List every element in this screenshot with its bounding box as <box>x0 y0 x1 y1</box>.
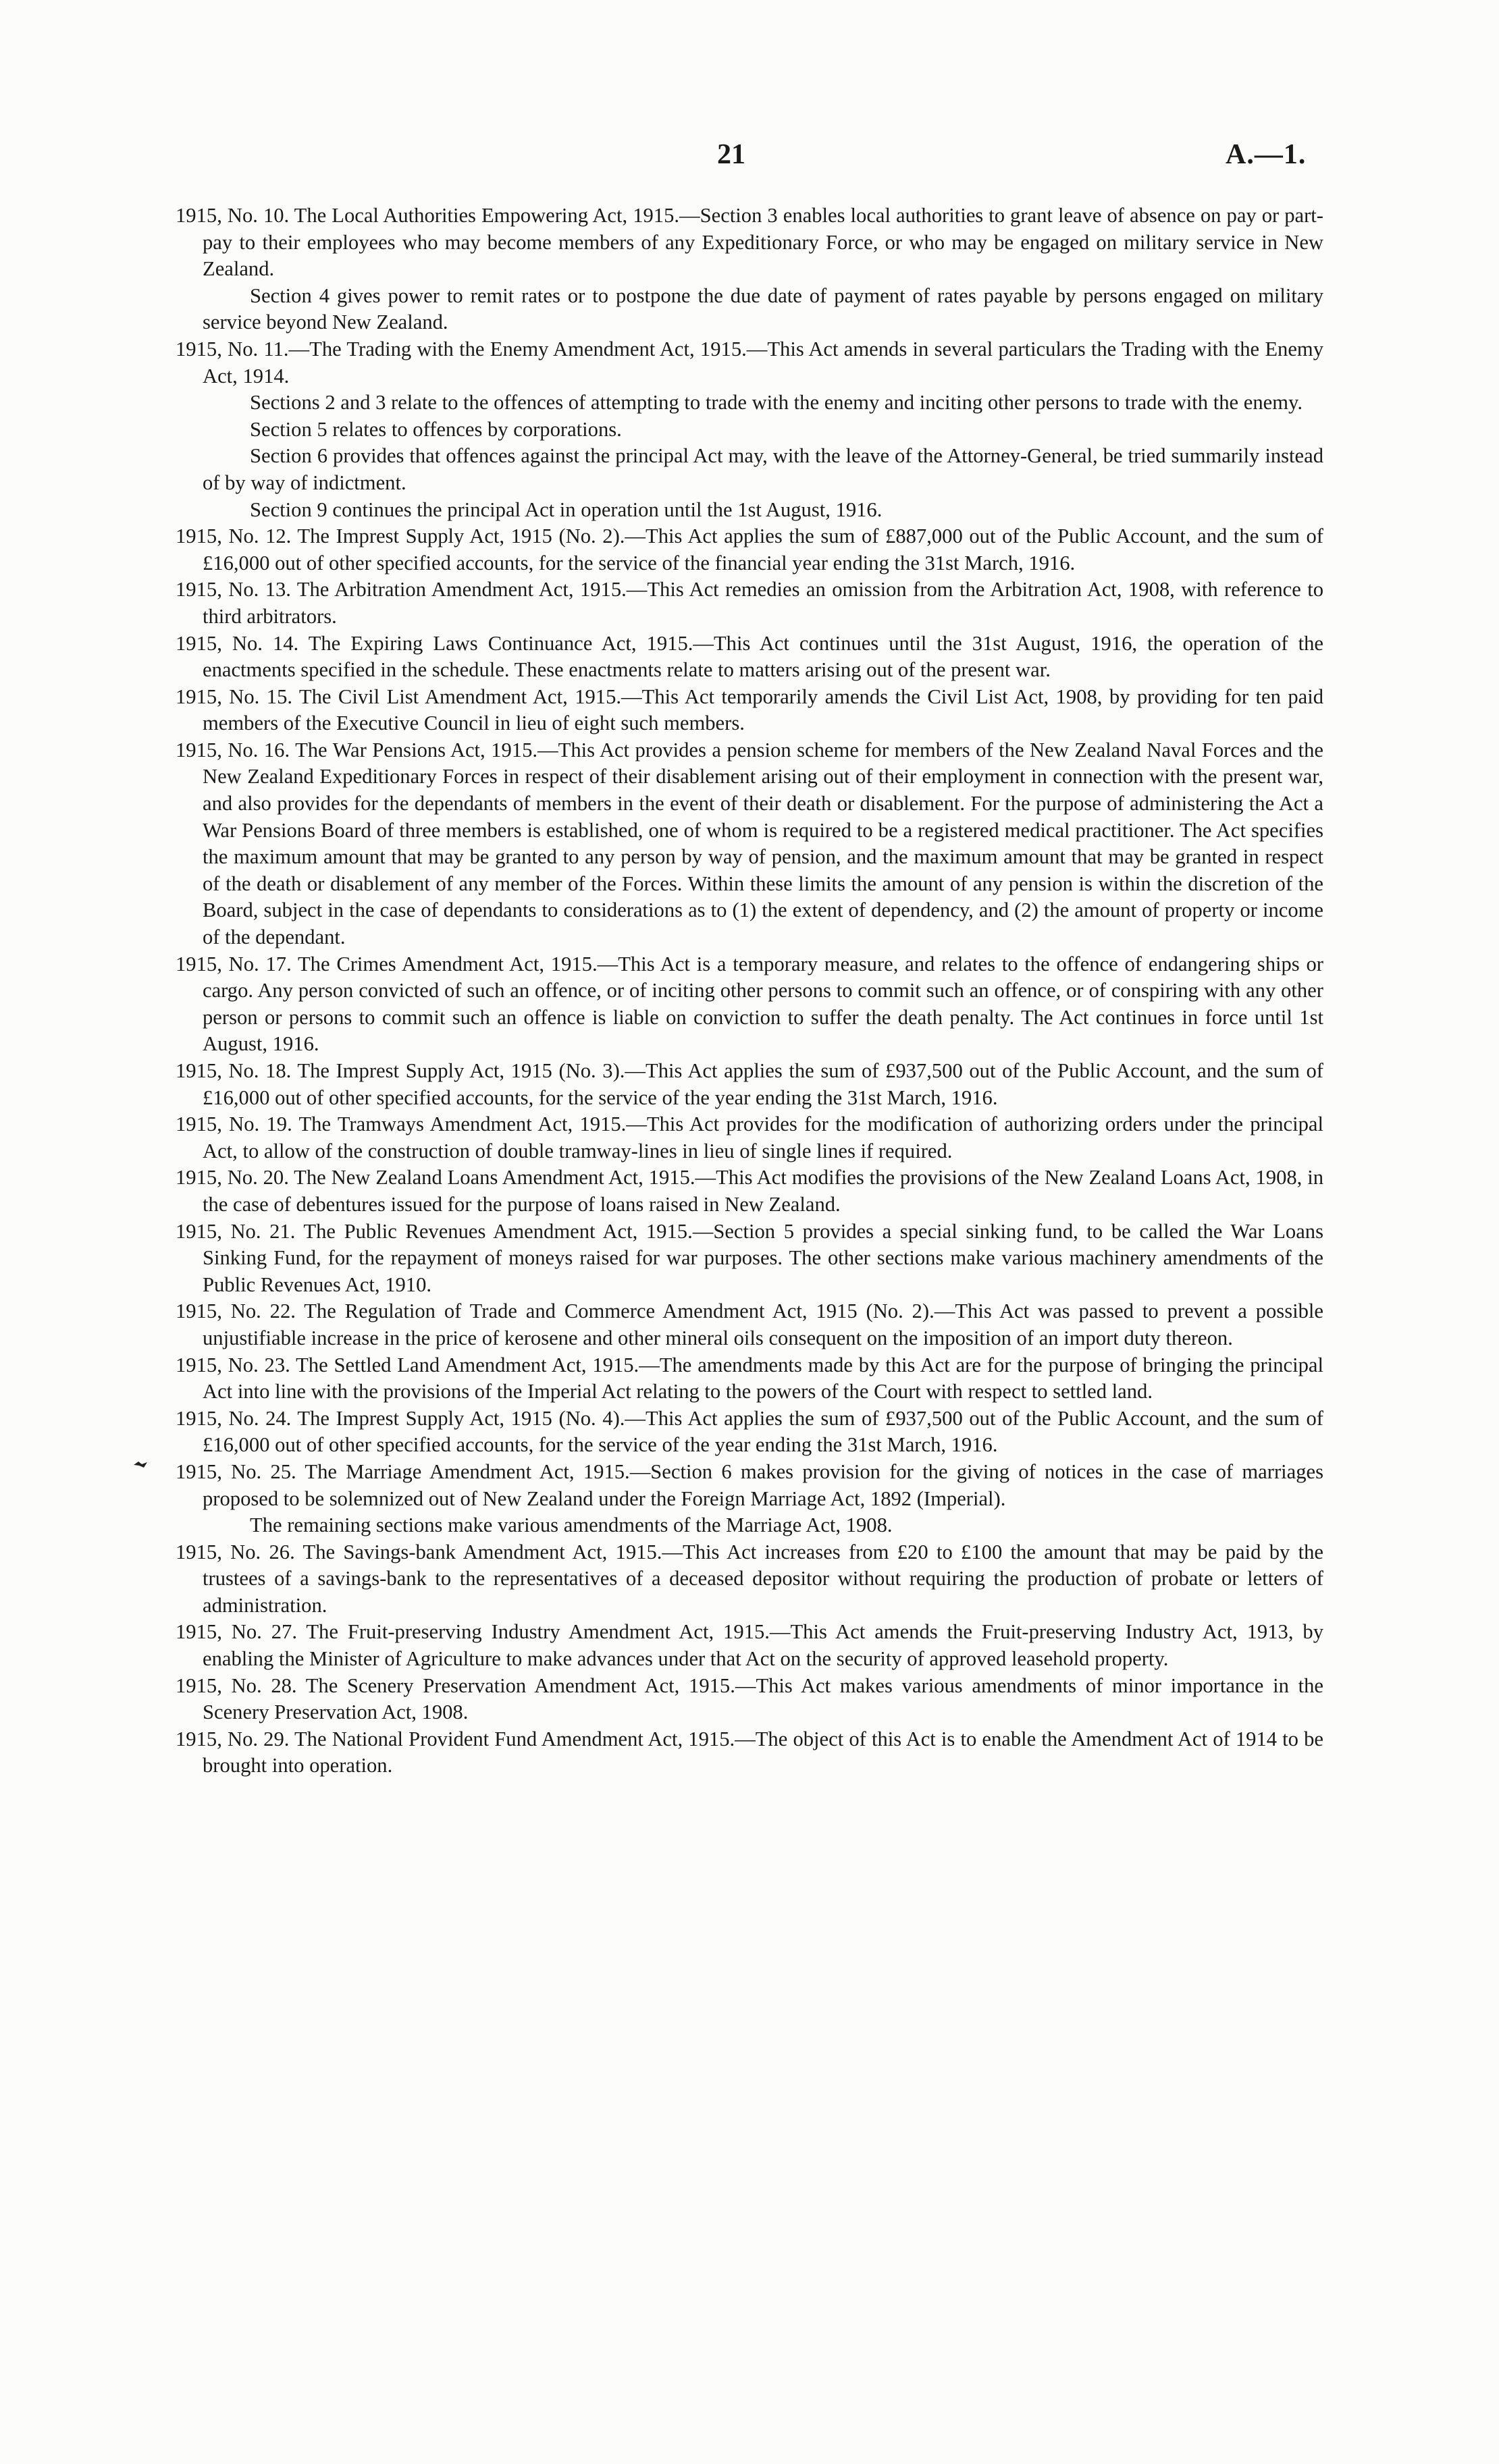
act-entry: 1915, No. 16. The War Pensions Act, 1915.—This Act provides a pension scheme for members of the New Zealand Naval Forces and the New Zealand Expeditionary Forces in respect of their disablement arising out of their employment in connection with the present war, and also provides for the dependants of members in the event of their death or disablement. For the purpose of administering the Act a War Pensions Board of three members is established, one of whom is required to be a registered medical practitioner. The Act specifies the maximum amount that may be granted to any person by way of pension, and the maximum amount that may be granted in respect of the death or disablement of any member of the Forces. Within these limits the amount of any pension is within the discretion of the Board, subject in the case of dependants to considerations as to (1) the extent of dependency, and (2) the amount of property or income of the dependant. <box>176 738 1323 949</box>
act-sub-paragraph: Section 4 gives power to remit rates or to postpone the due date of payment of rates payable by persons engaged on military service beyond New Zealand. <box>203 284 1323 334</box>
act-entry: 1915, No. 17. The Crimes Amendment Act, 1915.—This Act is a temporary measure, and relates to the offence of endangering ships or cargo. Any person convicted of such an offence, or of inciting other persons to commit such an offence, or of conspiring with any other person or persons to commit such an offence is liable on conviction to suffer the death penalty. The Act continues in force until 1st August, 1916. <box>176 952 1323 1056</box>
ink-smudge-mark <box>133 1459 148 1469</box>
act-entry: 1915, No. 10. The Local Authorities Empowering Act, 1915.—Section 3 enables local authorities to grant leave of absence on pay or part-pay to their employees who may become members of any Expeditionary Force, or who may be engaged on military service in New Zealand. <box>176 204 1323 281</box>
document-reference: A.—1. <box>1226 139 1307 170</box>
act-entry: 1915, No. 18. The Imprest Supply Act, 1915 (No. 3).—This Act applies the sum of £937,500 out of the Public Account, and the sum of £16,000 out of other specified accounts, for the service of the year ending the 31st March, 1916. <box>176 1059 1323 1109</box>
act-entry: 1915, No. 14. The Expiring Laws Continuance Act, 1915.—This Act continues until the 31st August, 1916, the operation of the enactments specified in the schedule. These enactments relate to matters arising out of the present war. <box>176 631 1323 682</box>
act-entry: 1915, No. 20. The New Zealand Loans Amendment Act, 1915.—This Act modifies the provisions of the New Zealand Loans Act, 1908, in the case of debentures issued for the purpose of loans raised in New Zealand. <box>176 1166 1323 1216</box>
act-sub-paragraph: Sections 2 and 3 relate to the offences of attempting to trade with the enemy and inciting other persons to trade with the enemy. <box>250 391 1303 414</box>
act-sub-paragraph: Section 9 continues the principal Act in operation until the 1st August, 1916. <box>250 498 883 521</box>
act-entry: 1915, No. 25. The Marriage Amendment Act, 1915.—Section 6 makes provision for the giving of notices in the case of marriages proposed to be solemnized out of New Zealand under the Foreign Marriage Act, 1892 (Imperial). <box>176 1459 1323 1510</box>
act-entry: 1915, No. 13. The Arbitration Amendment Act, 1915.—This Act remedies an omission from the Arbitration Act, 1908, with reference to third arbitrators. <box>176 578 1323 628</box>
act-entry: 1915, No. 29. The National Provident Fund Amendment Act, 1915.—The object of this Act is to enable the Amendment Act of 1914 to be brought into operation. <box>176 1727 1323 1777</box>
act-sub-paragraph: The remaining sections make various amendments of the Marriage Act, 1908. <box>250 1514 893 1537</box>
act-entry: 1915, No. 11.—The Trading with the Enemy Amendment Act, 1915.—This Act amends in several particulars the Trading with the Enemy Act, 1914. <box>176 337 1323 387</box>
act-sub-paragraph: Section 6 provides that offences against the principal Act may, with the leave of the Attorney-General, be tried summarily instead of by way of indictment. <box>203 444 1323 494</box>
act-entry: 1915, No. 22. The Regulation of Trade and Commerce Amendment Act, 1915 (No. 2).—This Act was passed to prevent a possible unjustifiable increase in the price of kerosene and other mineral oils consequent on the imposition of an import duty thereon. <box>176 1300 1323 1349</box>
act-entry: 1915, No. 12. The Imprest Supply Act, 1915 (No. 2).—This Act applies the sum of £887,000 out of the Public Account, and the sum of £16,000 out of other specified accounts, for the service of the financial year ending the 31st March, 1916. <box>176 525 1323 574</box>
page-number: 21 <box>717 139 745 170</box>
act-entry: 1915, No. 21. The Public Revenues Amendment Act, 1915.—Section 5 provides a special sinking fund, to be called the War Loans Sinking Fund, for the repayment of moneys raised for war purposes. The other sections make various machinery amendments of the Public Revenues Act, 1910. <box>176 1219 1323 1296</box>
act-entry: 1915, No. 19. The Tramways Amendment Act, 1915.—This Act provides for the modification of authorizing orders under the principal Act, to allow of the construction of double tramway-lines in lieu of single lines if required. <box>176 1113 1323 1162</box>
act-entry: 1915, No. 27. The Fruit-preserving Industry Amendment Act, 1915.—This Act amends the Fruit-preserving Industry Act, 1913, by enabling the Minister of Agriculture to make advances under that Act on the security of approved leasehold property. <box>176 1620 1323 1671</box>
act-entry: 1915, No. 24. The Imprest Supply Act, 1915 (No. 4).—This Act applies the sum of £937,500 out of the Public Account, and the sum of £16,000 out of other specified accounts, for the service of the year ending the 31st March, 1916. <box>176 1406 1323 1457</box>
act-entry: 1915, No. 26. The Savings-bank Amendment Act, 1915.—This Act increases from £20 to £100 the amount that may be paid by the trustees of a savings-bank to the representatives of a deceased depositor without requiring the production of probate or letters of administration. <box>176 1540 1323 1617</box>
act-entry: 1915, No. 28. The Scenery Preservation Amendment Act, 1915.—This Act makes various amendments of minor importance in the Scenery Preservation Act, 1908. <box>176 1673 1323 1724</box>
act-sub-paragraph: Section 5 relates to offences by corporations. <box>250 417 622 441</box>
act-entry: 1915, No. 23. The Settled Land Amendment Act, 1915.—The amendments made by this Act are for the purpose of bringing the principal Act into line with the provisions of the Imperial Act relating to the powers of the Court with respect to settled land. <box>176 1353 1323 1403</box>
acts-summary-body <box>176 203 1323 1779</box>
act-entry: 1915, No. 15. The Civil List Amendment Act, 1915.—This Act temporarily amends the Civil List Act, 1908, by providing for ten paid members of the Executive Council in lieu of eight such members. <box>176 685 1323 735</box>
